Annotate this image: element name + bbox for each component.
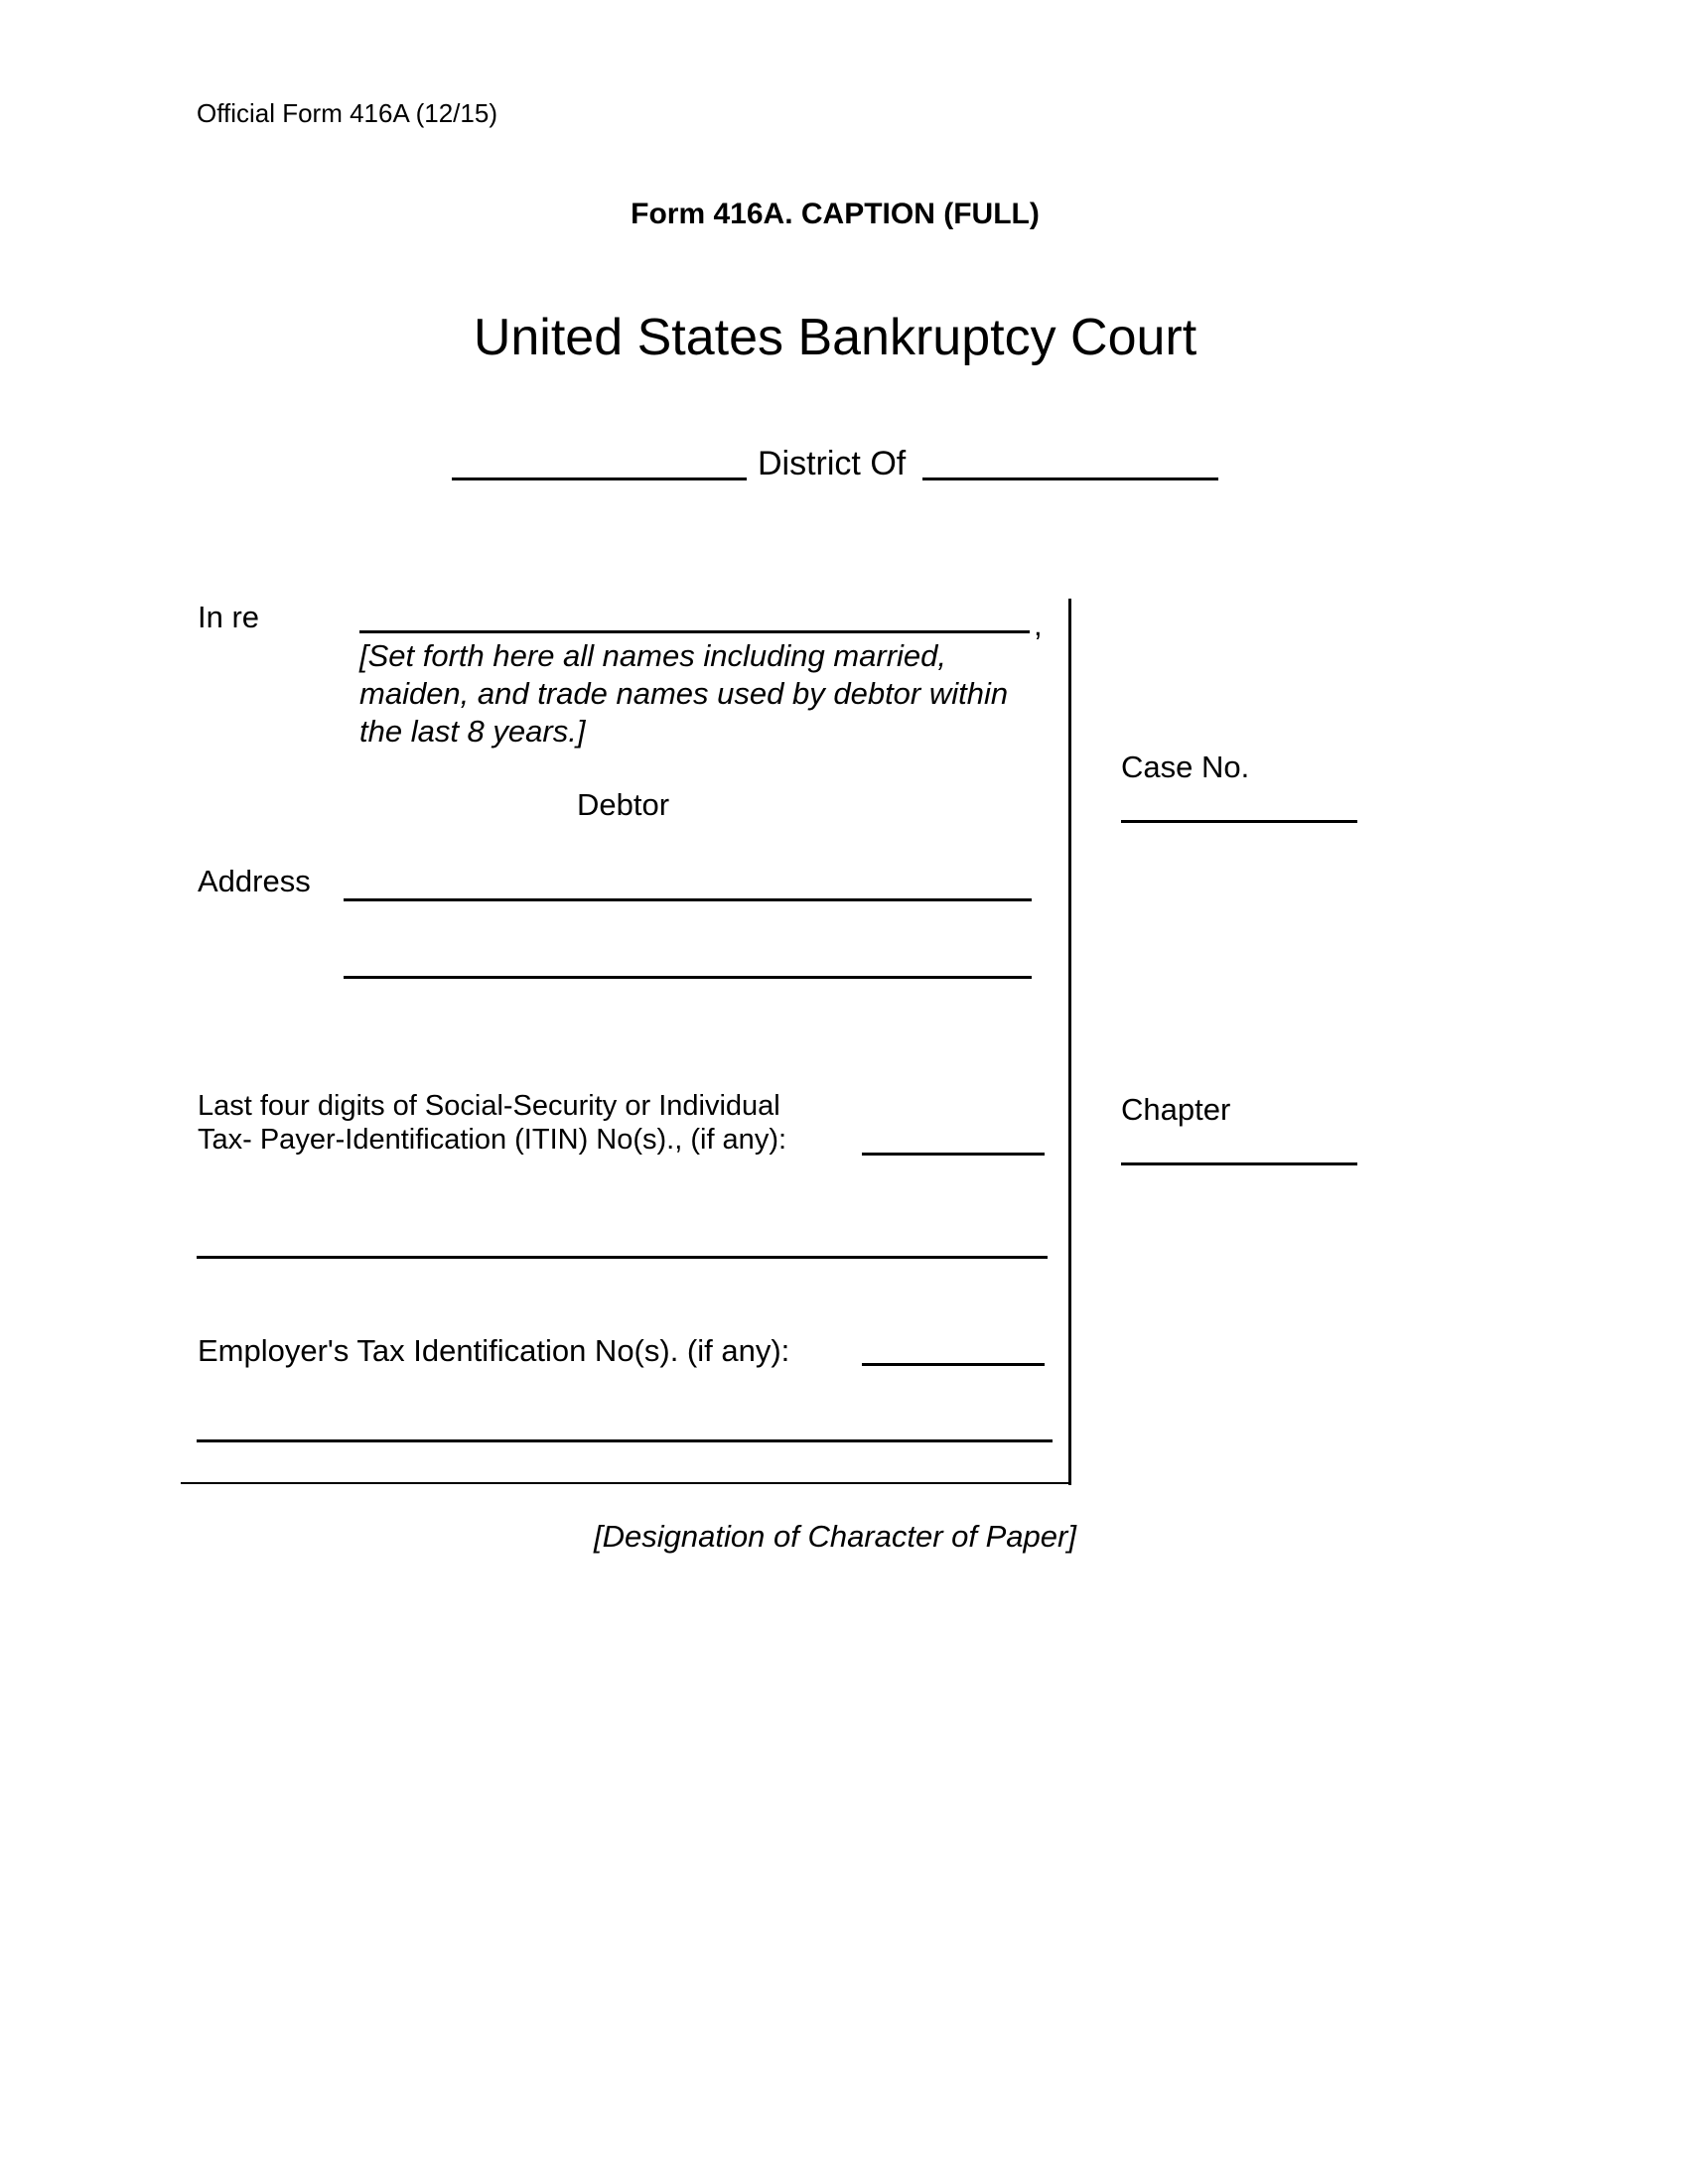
form-id: Official Form 416A (12/15) [197, 98, 497, 128]
form-title: Form 416A. CAPTION (FULL) [631, 198, 1040, 230]
ein-extra-line-field[interactable] [197, 1439, 1053, 1442]
ein-field[interactable] [862, 1363, 1045, 1366]
paper-designation: [Designation of Character of Paper] [594, 1519, 1076, 1554]
names-instruction-line-3: the last 8 years.] [359, 714, 586, 749]
case-no-label: Case No. [1121, 750, 1250, 784]
chapter-field[interactable] [1121, 1162, 1357, 1165]
district-right-field[interactable] [922, 478, 1218, 480]
debtor-label: Debtor [577, 787, 670, 822]
district-label: District Of [758, 445, 907, 482]
case-no-field[interactable] [1121, 820, 1357, 823]
address-line-1-field[interactable] [344, 898, 1032, 901]
ssn-label-line-1: Last four digits of Social-Security or Individual [198, 1090, 780, 1122]
ein-label: Employer's Tax Identification No(s). (if any): [198, 1333, 790, 1368]
in-re-label: In re [198, 600, 260, 634]
ssn-label-line-2: Tax- Payer-Identification (ITIN) No(s)., (if any): [198, 1124, 787, 1156]
ssn-itin-field[interactable] [862, 1153, 1045, 1156]
court-name: United States Bankruptcy Court [473, 309, 1197, 366]
caption-divider-vertical [1068, 599, 1071, 1485]
in-re-comma: , [1034, 608, 1043, 642]
caption-divider-bottom [181, 1482, 1071, 1484]
district-left-field[interactable] [452, 478, 747, 480]
chapter-label: Chapter [1121, 1092, 1231, 1127]
ssn-extra-line-field[interactable] [197, 1256, 1048, 1259]
debtor-names-field[interactable] [359, 630, 1030, 633]
address-line-2-field[interactable] [344, 976, 1032, 979]
names-instruction-line-1: [Set forth here all names including married, [359, 638, 947, 673]
address-label: Address [198, 864, 311, 898]
names-instruction-line-2: maiden, and trade names used by debtor within [359, 676, 1009, 711]
